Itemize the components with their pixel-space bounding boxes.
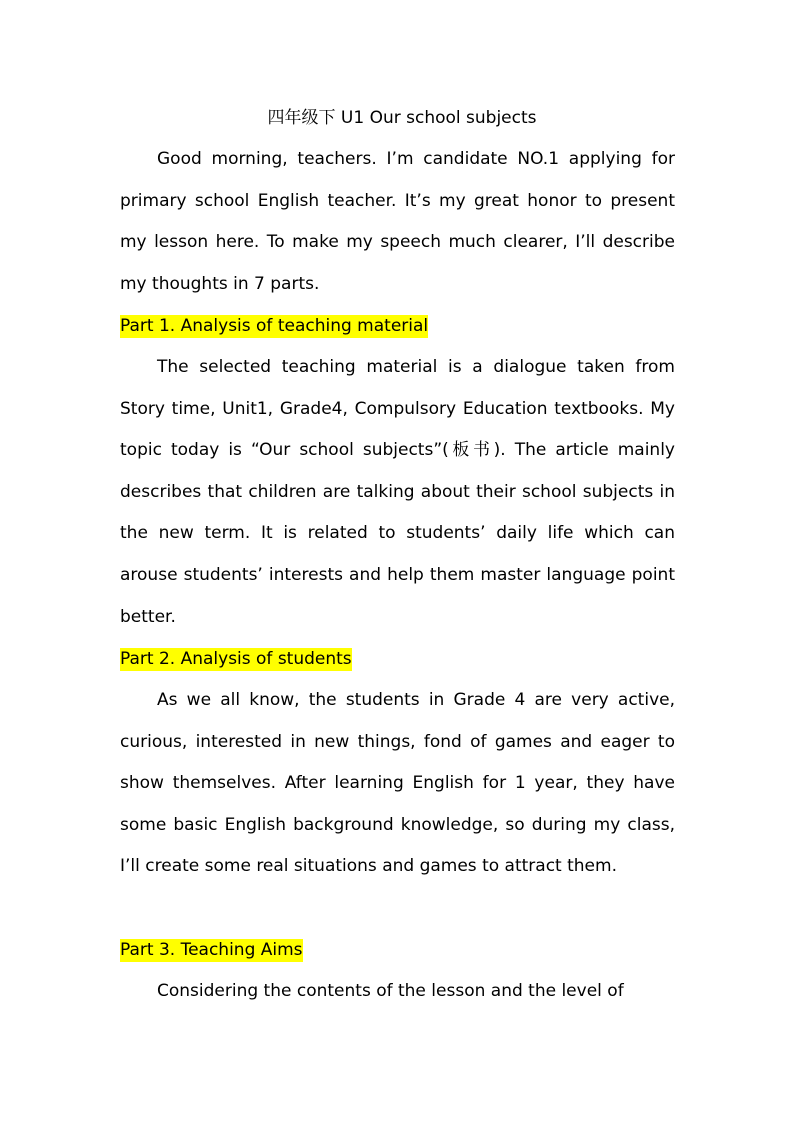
section-heading-highlight: Part 2. Analysis of students: [120, 649, 352, 669]
document-title: 四年级下 U1 Our school subjects: [267, 108, 537, 128]
section-body-part-3: Considering the contents of the lesson and the level of: [157, 981, 624, 1001]
intro-paragraph: Good morning, teachers. I’m candidate NO.1 applying for primary school English teacher. It’s my great honor to present my lesson here. To make my speech much clearer, I’ll describe my thoughts in 7 parts.: [120, 149, 675, 294]
section-heading-highlight: Part 1. Analysis of teaching material: [120, 316, 429, 336]
section-body-part-2: As we all know, the students in Grade 4 are very active, curious, interested in new things, fond of games and eager to show themselves. After learning English for 1 year, they have some basic English background knowledge, so during my class, I’ll create some real situations and games to attract them.: [120, 690, 675, 877]
section-body-part-1: The selected teaching material is a dialogue taken from Story time, Unit1, Grade4, Compulsory Education textbooks. My topic today is “Our school subjects”(板书). The article mainly describes that children are talking about their school subjects in the new term. It is related to students’ daily life which can arouse students’ interests and help them master language point better.: [120, 357, 675, 627]
section-heading-highlight: Part 3. Teaching Aims: [120, 940, 303, 960]
section-heading-part-3: [120, 936, 303, 964]
section-heading-part-2: [120, 645, 352, 673]
section-heading-part-1: [120, 312, 428, 340]
